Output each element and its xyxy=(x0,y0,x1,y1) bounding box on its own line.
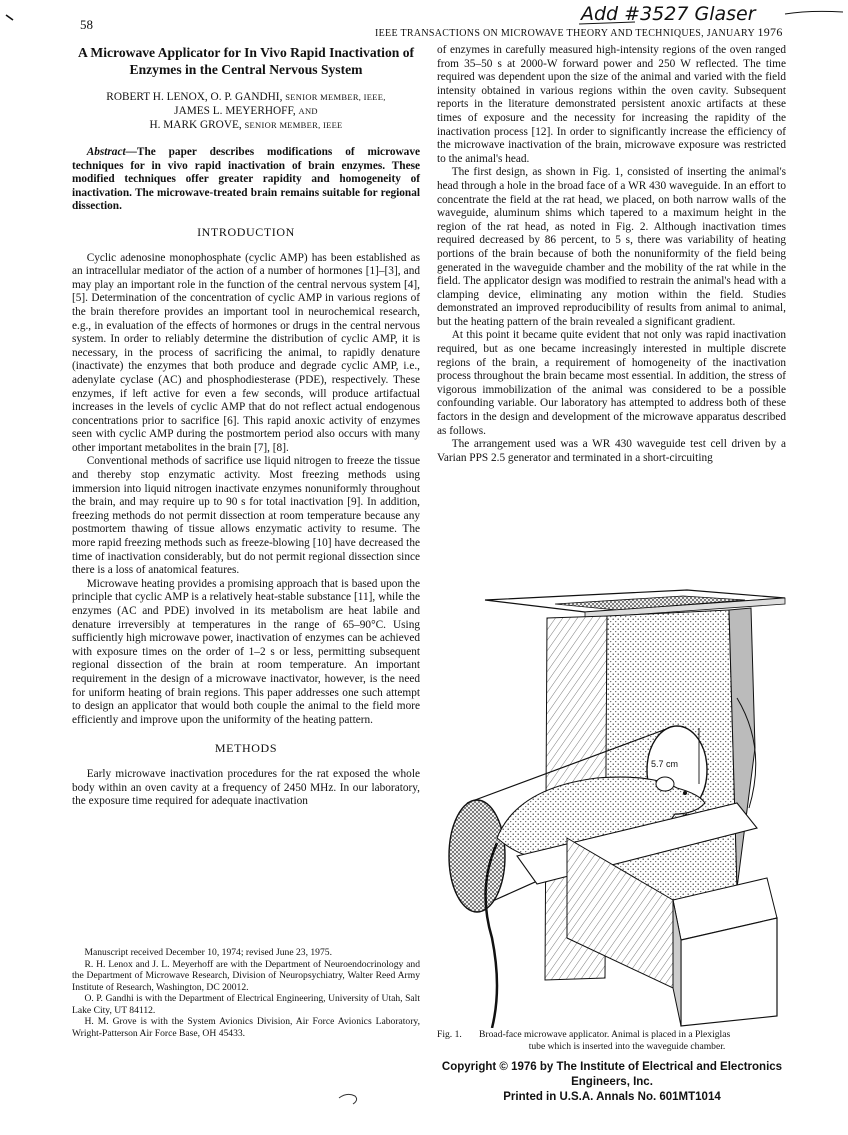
copyright-notice xyxy=(412,1060,812,1105)
right-paragraph-3: At this point it became quite evident that not only was rapid inactivation required, but as one became increasingly interested in multiple discrete regions of the brain, a requirement of homogeneity of the inactivation process throughout the brain became most essential. In addition, the stress of vigorous immobilization of the animal was considered to be a possible confounding variable. Our laboratory has attempted to address both of these factors in the design and development of the microwave apparatus described as follows. xyxy=(437,329,786,437)
author-block xyxy=(72,90,420,132)
figure-1-caption-line-1: Broad-face microwave applicator. Animal is placed in a Plexiglas xyxy=(479,1029,731,1040)
right-paragraph-2: The first design, as shown in Fig. 1, consisted of inserting the animal's head through a hole in the broad face of a WR 430 waveguide. In an effort to concentrate the field at the rat head, we placed, on both narrow walls of the waveguide, aluminum shims which tapered to a maximum height in the region of the rat head, as noted in Fig. 2. Although inactivation times required decreased by 86 percent, to 5 s, there was variability of heating portions of the brain because of both the nonuniformity of the field being generated in the waveguide chamber and the mobility of the rat while in the field. The applicator design was modified to restrain the animal's head with a clamping device, eliminating any motion within the field. Studies demonstrated an improved reproducibility of results from animal to animal, but the heating pattern of the brain revealed a significant gradient. xyxy=(437,166,786,328)
footnote-received: Manuscript received December 10, 1974; revised June 23, 1975. xyxy=(84,947,332,958)
abstract xyxy=(72,146,420,214)
intro-paragraph-2: Conventional methods of sacrifice use liquid nitrogen to freeze the tissue and thereby stop enzymatic activity. Most freezing methods using immersion into liquid nitrogen inactivate enzymes nonuniformly throughout the brain, and may require up to 90 s for total inactivation [9]. In addition, freezing methods do not permit dissection at room temperature because any postmortem thawing of tissue allows enzymatic activity to resume. The more rapid freezing methods such as freeze-blowing [10] have decreased the time of inactivation considerably, but do not permit regional dissection since there is a loss of anatomical features. xyxy=(72,455,420,577)
author-line-1: ROBERT H. LENOX, O. P. GANDHI, SENIOR MEMBER, IEEE, xyxy=(106,91,386,103)
author-line-3: H. MARK GROVE, SENIOR MEMBER, IEEE xyxy=(149,119,343,131)
figure-1-caption xyxy=(437,1029,787,1052)
scan-mark-arrow xyxy=(3,12,17,24)
left-column xyxy=(72,44,420,809)
footnote-lenox-meyerhoff: R. H. Lenox and J. L. Meyerhoff are with the Department of Neuroendocrinology and the Department of Microwave Research, Division of Neuropsychiatry, Walter Reed Army Institute of Research, Washington, DC 20012. xyxy=(72,958,420,993)
running-head-text: IEEE TRANSACTIONS ON MICROWAVE THEORY AND TECHNIQUES, JANUARY xyxy=(375,28,755,39)
abstract-text: The paper describes modifications of microwave techniques for in vivo rapid inactivation of brain enzymes. These modified techniques offer greater rapidity and homogeneity of inactivation. The microwave-treated brain remains suitable for regional dissection. xyxy=(72,146,420,213)
handwritten-note xyxy=(575,0,845,32)
paper-title: A Microwave Applicator for In Vivo Rapid Inactivation of Enzymes in the Central Nervous System xyxy=(77,45,415,77)
scan-mark-squiggle xyxy=(335,1090,365,1108)
author-line-2: JAMES L. MEYERHOFF, AND xyxy=(174,105,318,117)
footnote-gandhi: O. P. Gandhi is with the Department of Electrical Engineering, University of Utah, Salt Lake City, UT 84112. xyxy=(72,993,420,1016)
methods-heading: METHODS xyxy=(214,741,278,756)
figure-1-caption-label: Fig. 1. xyxy=(437,1029,462,1040)
methods-paragraph-1: Early microwave inactivation procedures for the rat exposed the whole body within an oven cavity at a frequency of 2450 MHz. In our laboratory, the exposure time required for adequate inactivation xyxy=(72,767,420,808)
copyright-line-1: Copyright © 1976 by The Institute of Electrical and Electronics Engineers, Inc. xyxy=(441,1061,783,1088)
handwritten-note-text: Add #3527 Glaser xyxy=(581,3,756,25)
page-number: 58 xyxy=(80,17,93,32)
running-head-year: 1976 xyxy=(757,25,783,39)
figure-1-applicator-illustration xyxy=(437,588,787,1028)
footnote-grove: H. M. Grove is with the System Avionics Division, Air Force Avionics Laboratory, Wright-Patterson Air Force Base, OH 45433. xyxy=(72,1016,420,1039)
footnotes xyxy=(72,947,420,1039)
right-paragraph-1: of enzymes in carefully measured high-intensity regions of the oven ranged from 35–50 s at 2000-W forward power and 250 W reflected. The time required was dependent upon the size of the animal and varied with the field intensity obtained in various regions within the oven cavity. Subsequent reports in the literature demonstrated persistent anoxic artifacts at these times of exposure and the necessity for increasing the rapidity of the inactivation process [12]. In order to significantly increase the efficiency of the microwave inactivation of the brain, microwave exposure was restricted to the animal's head. xyxy=(437,44,786,165)
abstract-label: Abstract— xyxy=(86,146,137,158)
right-paragraph-4: The arrangement used was a WR 430 waveguide test cell driven by a Varian PPS 2.5 generator and terminated in a short-circuiting xyxy=(437,438,786,464)
intro-paragraph-3: Microwave heating provides a promising approach that is based upon the principle that cyclic AMP is a relatively heat-stable substance [11], while the enzymes (AC and PDE) involved in its metabolism are heat labile and denature irreversibly at temperatures in the range of 65–90°C. Using sufficiently high microwave power, inactivation of enzymes can be achieved with exposure times on the order of 1–2 s or less, permitting subsequent regional dissection of the brain at room temperature. An important requirement in the design of a microwave inactivator, however, is the need for uniform heating of brain regions. This paper addresses one such attempt to design an applicator that would both couple the animal to the field more efficiently and improve upon the uniformity of the heating pattern. xyxy=(72,577,420,726)
copyright-line-2: Printed in U.S.A. Annals No. 601MT1014 xyxy=(503,1091,721,1103)
introduction-heading: INTRODUCTION xyxy=(197,224,295,239)
figure-1-caption-line-2: tube which is inserted into the waveguide chamber. xyxy=(528,1040,726,1052)
dimension-label: 5.7 cm xyxy=(651,759,679,769)
intro-paragraph-1: Cyclic adenosine monophosphate (cyclic AMP) has been established as an intracellular mediator of the action of a number of hormones [1]–[3], and may play an important role in the function of the central nervous system [4], [5]. Determination of the concentration of cyclic AMP in various regions of the brain therefore provides an important tool in neurochemical research, e.g., in evaluation of the effects of hormones or drugs in the central nervous system. In order to reliably determine the distribution of cyclic AMP, it is necessary, in the process of sacrificing the animal, to rapidly denature (inactivate) the enzymes that both produce and degrade cyclic AMP, i.e., adenylate cyclase (AC) and phosphodiesterase (PDE), respectively. These enzymes, if left active for even a few seconds, will produce artifactual increases in the levels of cyclic AMP that do not reflect actual endogenous concentrations prior to sacrifice [6]. This rapid anoxic activity of enzymes seen with cyclic AMP during the postmortem period also occurs with many other important metabolites in the brain [7], [8]. xyxy=(72,251,420,454)
right-column xyxy=(437,44,786,465)
